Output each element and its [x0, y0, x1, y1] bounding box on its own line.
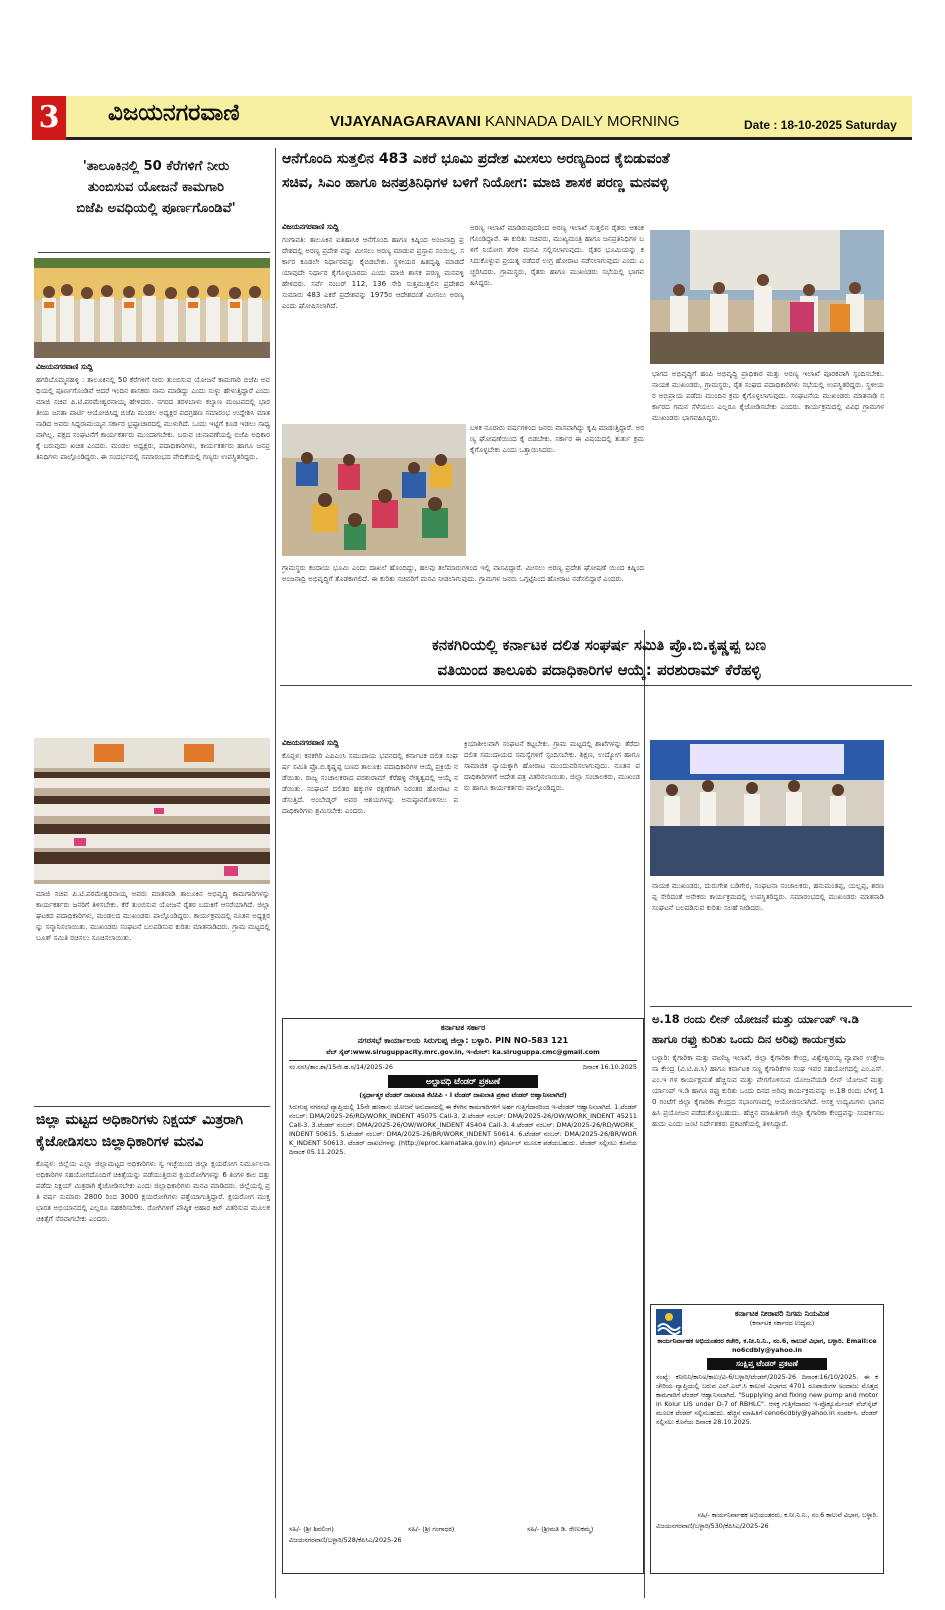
story1-byline: ವಿಜಯನಗರವಾಣಿ ಸುದ್ದಿ: [36, 362, 93, 371]
newspaper-title-kannada: ವಿಜಯನಗರವಾಣಿ: [108, 100, 240, 126]
story2-text-c: ಬಳಿಕ ನೂರಾರು ವರ್ಷಗಳಿಂದ ಜನರು ವಾಸವಾಗಿದ್ದು ಕೃಷಿ ಮಾಡುತ್ತಿದ್ದಾರೆ. ಅರಣ್ಯ ಘೋಷಣೆಯಿಂದ ಕೈ ಬಿಡಬೇಕು. ಸರ್ಕಾರ ಈ ವಿಷಯದಲ್ಲಿ ತುರ್ತು ಕ್ರಮ ಕೈಗೊಳ್ಳಬೇಕು ಎಂದು ಒತ್ತಾಯಿಸಿದರು.: [470, 423, 644, 454]
story1-headline-line1: 'ತಾಲೂಕಿನಲ್ಲಿ 50 ಕೆರೆಗಳಿಗೆ ನೀರು: [82, 159, 230, 174]
story2-photo-villagers: [282, 424, 466, 556]
story5-headline: [652, 1012, 910, 1047]
tagline: KANNADA DAILY MORNING: [485, 113, 680, 130]
tender-notice-knnl: [650, 1304, 884, 1574]
tender1-office: ನಗರಸಭೆ ಕಾರ್ಯಾಲಯ ಸಿರುಗುಪ್ಪ ಜಿಲ್ಲಾ: ಬಳ್ಳಾರಿ. PIN NO-583 121: [357, 1035, 569, 1045]
story2-headline-line2: ಸಚಿವ, ಸಿಎಂ ಹಾಗೂ ಜನಪ್ರತಿನಿಧಿಗಳ ಬಳಿಗೆ ನಿಯೋಗ: ಮಾಜಿ ಶಾಸಕ ಪರಣ್ಣ ಮನವಳ್ಳಿ: [282, 175, 669, 192]
story3-text-a: ಕೊಪ್ಪಳ: ಕನಕಗಿರಿ ಎಪಿಎಂಸಿ ಸಮುದಾಯ ಭವನದಲ್ಲಿ ಕರ್ನಾಟಕ ದಲಿತ ಸಂಘರ್ಷ ಸಮಿತಿ ಪ್ರೊ.ಬಿ.ಕೃಷ್ಣಪ್ಪ ಬಣದ ತಾಲೂಕು ಪದಾಧಿಕಾರಿಗಳ ಆಯ್ಕೆ ಪ್ರಕ್ರಿಯೆ ನಡೆಯಿತು. ರಾಜ್ಯ ಸಂಚಾಲಕರಾದ ಪರಶುರಾಮ್ ಕೆರೆಹಳ್ಳಿ ನೇತೃತ್ವದಲ್ಲಿ ಆಯ್ಕೆ ನಡೆಯಿತು. ಸಂಘಟನೆ ದಲಿತರ ಹಕ್ಕುಗಳ ರಕ್ಷಣೆಗಾಗಿ ನಿರಂತರ ಹೋರಾಟ ನಡೆಸುತ್ತಿದೆ. ಅಂಬೇಡ್ಕರ್ ಅವರ ಆಶಯಗಳನ್ನು ಅನುಷ್ಠಾನಗೊಳಿಸಲು ಪದಾಧಿಕಾರಿಗಳು ಶ್ರಮಿಸಬೇಕು ಎಂದರು.: [282, 751, 458, 815]
story5-headline-line2: ಹಾಗೂ ರಫ್ತು ಕುರಿತು ಒಂದು ದಿನ ಅರಿವು ಕಾರ್ಯಕ್ರಮ: [652, 1031, 846, 1046]
section-rule: [34, 1106, 270, 1107]
tender1-title: ಅಲ್ಪಾವಧಿ ಟೆಂಡರ್ ಪ್ರಕಟಣೆ: [388, 1075, 538, 1088]
story4-headline-line1: ಜಿಲ್ಲಾ ಮಟ್ಟದ ಅಧಿಕಾರಿಗಳು ನಿಕ್ಷಯ್ ಮಿತ್ರರಾಗಿ: [36, 1112, 243, 1128]
story1-text-b: ಮಾಜಿ ಸಚಿವ ಪಿ.ಟಿ.ಪರಮೇಶ್ವರನಾಯ್ಕ ಅವರು ಮಾತನಾಡಿ ತಾಲೂಕಿನ ಅಭಿವೃದ್ಧಿ ಕಾಮಗಾರಿಗಳನ್ನು ಕಾರ್ಯಕರ್ತರು ಜನರಿಗೆ ತಿಳಿಸಬೇಕು. ಕೆರೆ ತುಂಬಿಸುವ ಯೋಜನೆ ರೈತರ ಬದುಕಿಗೆ ಆಸರೆಯಾಗಿದೆ. ಜಿಲ್ಲಾ ಘಟಕದ ಪದಾಧಿಕಾರಿಗಳು, ಮಂಡಲದ ಮುಖಂಡರು ಪಾಲ್ಗೊಂಡಿದ್ದರು. ಕಾರ್ಯಕ್ರಮದಲ್ಲಿ ನೂತನ ಅಧ್ಯಕ್ಷರನ್ನು ಸನ್ಮಾನಿಸಲಾಯಿತು. ಮುಖಂಡರು ಸಂಘಟನೆ ಬಲಪಡಿಸುವ ಕುರಿತು ಮಾತನಾಡಿದರು. ಗ್ರಾಮ ಮಟ್ಟದಲ್ಲಿ ಬೂತ್ ಸಮಿತಿ ರಚಿಸಲು ಸೂಚಿಸಲಾಯಿತು.: [36, 889, 270, 942]
english-name: VIJAYANAGARAVANI: [330, 113, 481, 130]
tender2-header: ಕರ್ನಾಟಕ ನೀರಾವರಿ ನಿಗಮ ನಿಯಮಿತ: [734, 1309, 830, 1318]
tender1-body: ಸಿರುಗುಪ್ಪ ನಗರಸಭೆ ವ್ಯಾಪ್ತಿಯಲ್ಲಿ 15ನೇ ಹಣಕಾಸು ಯೋಜನೆ ಅನುದಾನದಲ್ಲಿ ಈ ಕೆಳಗಿನ ಕಾಮಗಾರಿಗಳಿಗೆ ಅರ್ಹ ಗುತ್ತಿಗೆದಾರರಿಂದ ಇ-ಟೆಂಡರ್ ಆಹ್ವಾನಿಸಲಾಗಿದೆ. 1.ಟೆಂಡರ್ ನಂಬರ್: DMA/2025-26/RD/WORK_INDENT 45075 Call-3. 2.ಟೆಂಡರ್ ನಂಬರ್: DMA/2025-26/OW/WORK_INDENT 45211 Call-3. 3.ಟೆಂಡರ್ ನಂಬರ್: DMA/2025-26/OW/WORK_INDENT 45404 Call-3. 4.ಟೆಂಡರ್ ನಂಬರ್: DMA/2025-26/RD/WORK_INDENT 50615. 5.ಟೆಂಡರ್ ನಂಬರ್: DMA/2025-26/BR/WORK_INDENT 50614. 6.ಟೆಂಡರ್ ನಂಬರ್: DMA/2025-26/BR/WORK_INDENT 50613. ಟೆಂಡರ್ ದಾಖಲೆಗಳನ್ನು (http://eproc.karnataka.gov.in) ಪೋರ್ಟಲ್ ಮೂಲಕ ಪಡೆಯಬಹುದು. ಟೆಂಡರ್ ಸಲ್ಲಿಸಲು ಕೊನೆಯ ದಿನಾಂಕ 05.11.2025.: [289, 1103, 637, 1156]
tender-notice-siruguppa: [282, 1018, 644, 1574]
story3-text-c: ನಾಯಕ ಮುಖಂಡರು, ದುರುಗೇಶ ಬಡಿಗೇರ, ಸಂಘಟನಾ ಸಂಚಾಲಕರು, ಹನುಮಂತಪ್ಪ, ಯಲ್ಲಪ್ಪ, ಶರಣಪ್ಪ ಸೇರಿದಂತೆ ಅನೇಕರು ಕಾರ್ಯಕ್ರಮದಲ್ಲಿ ಉಪಸ್ಥಿತರಿದ್ದರು. ಸಮಾರಂಭದಲ್ಲಿ ಮುಖಂಡರು ಮಾತನಾಡಿ ಸಂಘಟನೆ ಬಲಪಡಿಸುವ ಕುರಿತು ಸಲಹೆ ನೀಡಿದರು.: [652, 881, 884, 912]
column-rule: [644, 630, 645, 1598]
story2-text-e: ಭಾಗದ ಅಭಿವೃದ್ಧಿಗೆ ಹಂಪಿ ಅಭಿವೃದ್ಧಿ ಪ್ರಾಧಿಕಾರ ಮತ್ತು ಅರಣ್ಯ ಇಲಾಖೆ ಪೂರಕವಾಗಿ ಸ್ಪಂದಿಸಬೇಕು. ನಾಯಕ ಮುಖಂಡರು, ಗ್ರಾಮಸ್ಥರು, ರೈತ ಸಂಘದ ಪದಾಧಿಕಾರಿಗಳು ಸಭೆಯಲ್ಲಿ ಉಪಸ್ಥಿತರಿದ್ದರು. ಸ್ಥಳೀಯರ ಅಭಿಪ್ರಾಯ ಪಡೆದು ಮುಂದಿನ ಕ್ರಮ ಕೈಗೊಳ್ಳಲಾಗುವುದು. ಸಂಘಟನೆಯ ಮುಖಂಡರು ಮಾತನಾಡಿ ಸರ್ಕಾರದ ಗಮನ ಸೆಳೆಯಲು ಎಲ್ಲರೂ ಕೈಜೋಡಿಸಬೇಕು ಎಂದರು. ಕಾರ್ಯಕ್ರಮದಲ್ಲಿ ವಿವಿಧ ಗ್ರಾಮಗಳ ಮುಖಂಡರು ಭಾಗವಹಿಸಿದ್ದರು.: [652, 369, 884, 422]
tender1-subtitle: (ಸ್ಪರ್ಧಾತ್ಮಕ ಟೆಂಡರ್ ದಾಖಲಾತಿ ಕೆಟಿಪಿಪಿ - I ಟೆಂಡರ್ ದಾಖಲಾತಿ ಪ್ರಕಾರ ಟೆಂಡರ್ ಆಹ್ವಾನಿಸಲಾಗಿದೆ): [359, 1091, 567, 1099]
story3-headline-line1: ಕನಕಗಿರಿಯಲ್ಲಿ ಕರ್ನಾಟಕ ದಲಿತ ಸಂಘರ್ಷ ಸಮಿತಿ ಪ್ರೊ.ಬಿ.ಕೃಷ್ಣಪ್ಪ ಬಣ: [432, 636, 766, 654]
tender2-sub: (ಕರ್ನಾಟಕ ಸರ್ಕಾರದ ಉದ್ಯಮ): [749, 1319, 815, 1327]
story5-text: ಬಳ್ಳಾರಿ: ಕೈಗಾರಿಕಾ ಮತ್ತು ವಾಣಿಜ್ಯ ಇಲಾಖೆ, ಜಿಲ್ಲಾ ಕೈಗಾರಿಕಾ ಕೇಂದ್ರ, ವಿಶ್ವೇಶ್ವರಯ್ಯ ವ್ಯಾಪಾರ ಉತ್ತೇಜನಾ ಕೇಂದ್ರ (ವಿ.ಟಿ.ಪಿ.ಸಿ) ಹಾಗೂ ಕರ್ನಾಟಕ ಸಣ್ಣ ಕೈಗಾರಿಕೆಗಳ ಸಂಘ ಇವರ ಸಹಯೋಗದಲ್ಲಿ ಎಂ.ಎಸ್.ಎಂ.ಇ ಗಳ ಕಾರ್ಯಕ್ಷಮತೆ ಹೆಚ್ಚಿಸುವ ಮತ್ತು ವೇಗಗೊಳಿಸುವ ಯೋಜನೆಯಡಿ ಲೀನ್ ಯೋಜನೆ ಮತ್ತು ರ್ಯಾಂಪ್ ಇ.ಡಿ ಹಾಗೂ ರಫ್ತು ಕುರಿತು ಒಂದು ದಿನದ ಅರಿವು ಕಾರ್ಯಕ್ರಮವನ್ನು ಅ.18 ರಂದು ಬೆಳಿಗ್ಗೆ 10 ಗಂಟೆಗೆ ಜಿಲ್ಲಾ ಕೈಗಾರಿಕಾ ಕೇಂದ್ರದ ಸಭಾಂಗಣದಲ್ಲಿ ಆಯೋಜಿಸಲಾಗಿದೆ. ಆಸಕ್ತ ಉದ್ಯಮಿಗಳು ಭಾಗವಹಿಸಿ ಪ್ರಯೋಜನ ಪಡೆದುಕೊಳ್ಳಬಹುದು. ಹೆಚ್ಚಿನ ಮಾಹಿತಿಗಾಗಿ ಜಿಲ್ಲಾ ಕೈಗಾರಿಕಾ ಕೇಂದ್ರವನ್ನು ಸಂಪರ್ಕಿಸಬಹುದು ಎಂದು ಜಂಟಿ ನಿರ್ದೇಶಕರು ಪ್ರಕಟಣೆಯಲ್ಲಿ ತಿಳಿಸಿದ್ದಾರೆ.: [652, 1053, 884, 1128]
story4-headline-line2: ಕೈಜೋಡಿಸಲು ಜಿಲ್ಲಾಧಿಕಾರಿಗಳ ಮನವಿ: [36, 1133, 204, 1150]
tender1-sign1: ಸಹಿ/- (ಶ್ರೀ ಶಿವಲಿಂಗ): [289, 1525, 334, 1533]
story1-photo: [34, 258, 270, 358]
story1-text-a: ಹಗರಿಬೊಮ್ಮನಹಳ್ಳಿ : ತಾಲೂಕಿನಲ್ಲಿ 50 ಕೆರೆಗಳಿಗೆ ನೀರು ತುಂಬಿಸುವ ಯೋಜನೆ ಕಾಮಗಾರಿ ಬಿಜೆಪಿ ಅವಧಿಯಲ್ಲಿ ಪೂರ್ಣಗೊಂಡಿವೆ ಆದರೆ ಇಂದಿನ ಶಾಸಕರು ನಾನು ಮಾಡಿದ್ದು ಎಂದು ಸುಳ್ಳು ಹೇಳುತ್ತಿದ್ದಾರೆ ಎಂದು ಮಾಜಿ ಸಚಿವ ಪಿ.ಟಿ.ಪರಮೇಶ್ವರನಾಯ್ಕ ಹೇಳಿದರು. ನಗರದ ತರಳಬಾಳು ಕಲ್ಯಾಣ ಮಂಟಪದಲ್ಲಿ ಭಾರತೀಯ ಜನತಾ ಪಾರ್ಟಿ ಆಯೋಜಿಸಿದ್ದ ಬಿಜೆಪಿ ಮಂಡಲ ಅಧ್ಯಕ್ಷರ ಪದಗ್ರಹಣ ಸಮಾರಂಭ ಉದ್ದೇಶಿಸಿ ಮಾತನಾಡಿದ ಅವರು ಸಿದ್ದರಾಮಯ್ಯನ ಸರ್ಕಾರ ಭ್ರಷ್ಟಾಚಾರದಲ್ಲಿ ಮುಳುಗಿದೆ. ಒಂದು ಇಟ್ಟಿಗೆ ಕೂಡ ಇಡಲು ಸಾಧ್ಯವಾಗಿಲ್ಲ. ಪಕ್ಷದ ಸಂಘಟನೆಗೆ ಕಾರ್ಯಕರ್ತರು ಮುಂದಾಗಬೇಕು. ಬರುವ ಚುನಾವಣೆಯಲ್ಲಿ ಬಿಜೆಪಿ ಅಧಿಕಾರಕ್ಕೆ ಬರುವುದು ಖಚಿತ ಎಂದರು. ಮಂಡಲ ಅಧ್ಯಕ್ಷರು, ಪದಾಧಿಕಾರಿಗಳು, ಕಾರ್ಯಕರ್ತರು ಹಾಗೂ ಜನಪ್ರತಿನಿಧಿಗಳು ಪಾಲ್ಗೊಂಡಿದ್ದರು. ಈ ಸಂದರ್ಭದಲ್ಲಿ ಸಮಾರಂಭದ ವೇದಿಕೆಯಲ್ಲಿ ಗಣ್ಯರು ಉಪಸ್ಥಿತರಿದ್ದರು.: [36, 375, 270, 461]
story1-headline: [42, 158, 270, 217]
tender2-footer: ವಿಜಯನಗರವಾಣಿ/ಬಳ್ಳಾರಿ/530/ಕೆಪಿಸಿಎ/2025-26: [656, 1522, 769, 1530]
tender2-body: ಸಂಖ್ಯೆ: ಕನೀನಿನಿ/ಕಾನಿಅ/ಕಾಲು/ವಿ-6/ಬಳ್ಳಾರಿ/ಟೆಂಡರ್/2025-26 ದಿನಾಂಕ:16/10/2025. ಈ ಕಚೇರಿಯ ವ್ಯಾಪ್ತಿಯಲ್ಲಿ ಬರುವ ಎಲ್.ಎಲ್.ಸಿ ಕಾಲುವೆ ವಿಭಾಗದ 4701 ರೂಪಾಯಿಗಳ ಅಂದಾಜು ಮೊತ್ತದ ಕಾಮಗಾರಿಗೆ ಟೆಂಡರ್ ಆಹ್ವಾನಿಸಲಾಗಿದೆ. "Supplying and fixing new pump and motor in Kolur LIS under D-7 of RBHLC". ಆಸಕ್ತ ಗುತ್ತಿಗೆದಾರರು ಇ-ಪ್ರೊಕ್ಯೂರ್ಮೆಂಟ್ ವೆಬ್‌ಸೈಟ್ ಮೂಲಕ ಟೆಂಡರ್ ಸಲ್ಲಿಸಬಹುದು. ಹೆಚ್ಚಿನ ಮಾಹಿತಿಗೆ ceno6cdbly@yahoo.in ಸಂಪರ್ಕಿಸಿ. ಟೆಂಡರ್ ಸಲ್ಲಿಸಲು ಕೊನೆಯ ದಿನಾಂಕ 28.10.2025.: [656, 1373, 878, 1426]
tender1-ref: ಸಂ.ನಸಸಿ/ತಾಂ.ಶಾ/15ನೇ.ಹ.ಸ/14/2025-26: [289, 1063, 393, 1071]
story2-photo-meeting: [650, 230, 884, 364]
tender1-date: ದಿನಾಂಕ 16.10.2025: [582, 1063, 637, 1071]
column-rule: [275, 148, 276, 1598]
story4-headline: [36, 1112, 272, 1152]
story5-headline-line1: ಅ.18 ರಂದು ಲೀನ್ ಯೋಜನೆ ಮತ್ತು ರ್ಯಾಂಪ್ ಇ.ಡಿ: [652, 1012, 859, 1026]
tender1-website: ವೆಬ್ ಸೈಟ್:www.siruguppacity.mrc.gov.in, ಇ-ಮೇಲ್: ka.siruguppa.cmc@gmail.com: [326, 1048, 600, 1056]
tender2-office: ಕಾರ್ಯನಿರ್ವಾಹಕ ಅಭಿಯಂತರರ ಕಚೇರಿ, ಕ.ನೀ.ನಿ.ನಿ., ನಂ.6, ಕಾಲುವೆ ವಿಭಾಗ, ಬಳ್ಳಾರಿ. Email:ceno6cdbly@yahoo.in: [657, 1337, 877, 1354]
story3-photo: [650, 740, 884, 876]
section-rule: [280, 685, 912, 686]
newspaper-title-english: [330, 113, 680, 130]
story3-headline-line2: ವತಿಯಿಂದ ತಾಲೂಕು ಪದಾಧಿಕಾರಿಗಳ ಆಯ್ಕೆ: ಪರಶುರಾಮ್ ಕೆರೆಹಳ್ಳಿ: [437, 660, 761, 679]
tender1-footer: ವಿಜಯನಗರವಾಣಿ/ಬಳ್ಳಾರಿ/528/ಕೆಪಿಸಿಎ/2025-26: [289, 1536, 402, 1544]
page-number: 3: [32, 96, 66, 140]
knnl-logo-icon: [656, 1309, 682, 1335]
story2-byline: ವಿಜಯನಗರವಾಣಿ ಸುದ್ದಿ: [282, 222, 339, 231]
story1-headline-line2: ತುಂಬಿಸುವ ಯೋಜನೆ ಕಾಮಗಾರಿ: [87, 180, 225, 196]
story4-text: ಕೊಪ್ಪಳ: ಜಿಲ್ಲೆಯ ಎಲ್ಲಾ ಜಿಲ್ಲಾಮಟ್ಟದ ಅಧಿಕಾರಿಗಳು ಸ್ವ ಇಚ್ಛೆಯಿಂದ ಜಿಲ್ಲಾ ಕ್ಷಯರೋಗ ನಿರ್ಮೂಲನಾ ಅಧಿಕಾರಿಗಳ ಸಹಯೋಗದೊಂದಿಗೆ ಚಿಕಿತ್ಸೆಯನ್ನು ಪಡೆಯುತ್ತಿರುವ ಕ್ಷಯರೋಗಿಗಳನ್ನು 6 ತಿಂಗಳ ಕಾಲ ದತ್ತು ಪಡೆದು ನಿಕ್ಷಯ್ ಮಿತ್ರರಾಗಿ ಕೈಜೋಡಿಸಬೇಕು ಎಂದು ಜಿಲ್ಲಾಧಿಕಾರಿಗಳು ಮನವಿ ಮಾಡಿದರು. ಜಿಲ್ಲೆಯಲ್ಲಿ ಪ್ರತಿ ವರ್ಷ ಸುಮಾರು 2800 ರಿಂದ 3000 ಕ್ಷಯರೋಗಿಗಳು ಪತ್ತೆಯಾಗುತ್ತಿದ್ದಾರೆ. ಕ್ಷಯರೋಗ ಮುಕ್ತ ಭಾರತ ಅಭಿಯಾನದಲ್ಲಿ ಎಲ್ಲರೂ ಸಹಕರಿಸಬೇಕು. ರೋಗಿಗಳಿಗೆ ಪೌಷ್ಠಿಕ ಆಹಾರ ಕಿಟ್ ವಿತರಿಸುವ ಮೂಲಕ ಚಿಕಿತ್ಸೆಗೆ ನೆರವಾಗಬೇಕು ಎಂದರು.: [36, 1159, 270, 1223]
story1-photo-crowd: [34, 738, 270, 884]
story2-headline: [282, 150, 910, 192]
tender2-sign: ಸಹಿ/- ಕಾರ್ಯನಿರ್ವಾಹಕ ಅಭಿಯಂತರರು, ಕ.ನೀ.ನಿ.ನಿ., ನಂ.6 ಕಾಲುವೆ ವಿಭಾಗ, ಬಳ್ಳಾರಿ.: [697, 1511, 878, 1519]
tender2-title: ಸಂಕ್ಷಿಪ್ತ ಟೆಂಡರ್ ಪ್ರಕಟಣೆ: [707, 1358, 827, 1370]
story3-text-b: ಕ್ರಿಯಾಶೀಲವಾಗಿ ಸಂಘಟನೆ ಕಟ್ಟಬೇಕು. ಗ್ರಾಮ ಮಟ್ಟದಲ್ಲಿ ಶಾಖೆಗಳನ್ನು ತೆರೆದು ದಲಿತ ಸಮುದಾಯದ ಸಮಸ್ಯೆಗಳಿಗೆ ಸ್ಪಂದಿಸಬೇಕು. ಶಿಕ್ಷಣ, ಉದ್ಯೋಗ ಹಾಗೂ ಸಾಮಾಜಿಕ ನ್ಯಾಯಕ್ಕಾಗಿ ಹೋರಾಟ ಮುಂದುವರಿಸಲಾಗುವುದು. ನೂತನ ಪದಾಧಿಕಾರಿಗಳಿಗೆ ಆದೇಶ ಪತ್ರ ವಿತರಿಸಲಾಯಿತು. ಜಿಲ್ಲಾ ಸಂಚಾಲಕರು, ಮುಖಂಡರು ಹಾಗೂ ಕಾರ್ಯಕರ್ತರು ಪಾಲ್ಗೊಂಡಿದ್ದರು.: [464, 739, 640, 792]
tender1-header: ಕರ್ನಾಟಕ ಸರ್ಕಾರ: [440, 1023, 486, 1032]
headline-underline: [38, 252, 270, 253]
story2-headline-line1: ಆನೆಗೊಂದಿ ಸುತ್ತಲಿನ 483 ಎಕರೆ ಭೂಮಿ ಪ್ರದೇಶ ಮೀಸಲು ಅರಣ್ಯದಿಂದ ಕೈಬಿಡುವಂತೆ: [282, 151, 670, 167]
story3-headline: [286, 636, 912, 680]
tender1-sign2: ಸಹಿ/- (ಶ್ರೀ ಗಂಗಾಧರ): [408, 1525, 455, 1533]
story2-text-b: ಅರಣ್ಯ ಇಲಾಖೆ ಮಾಡಿರುವುದರಿಂದ ಅರಣ್ಯ ಇಲಾಖೆ ಸುತ್ತಲಿನ ರೈತರು ಆತಂಕಗೊಂಡಿದ್ದಾರೆ. ಈ ಕುರಿತು ಸಚಿವರು, ಮುಖ್ಯಮಂತ್ರಿ ಹಾಗೂ ಜನಪ್ರತಿನಿಧಿಗಳ ಬಳಿಗೆ ನಿಯೋಗ ತೆರಳಿ ಮನವಿ ಸಲ್ಲಿಸಲಾಗುವುದು. ರೈತರ ಭೂಮಿಯನ್ನು ಕಸಿದುಕೊಳ್ಳುವ ಪ್ರಯತ್ನ ನಡೆದರೆ ಉಗ್ರ ಹೋರಾಟ ನಡೆಸಲಾಗುವುದು ಎಂದು ಎಚ್ಚರಿಸಿದರು. ಗ್ರಾಮಸ್ಥರು, ರೈತರು ಹಾಗೂ ಮುಖಂಡರು ಸಭೆಯಲ್ಲಿ ಭಾಗವಹಿಸಿದ್ದರು.: [470, 223, 644, 287]
story2-text-d: ಗ್ರಾಮಸ್ಥರು ಕಂದಾಯ ಭೂಮಿ ಎಂದು ದಾಖಲೆ ಹೊಂದಿದ್ದು, ಹಲವು ತಲೆಮಾರುಗಳಿಂದ ಇಲ್ಲಿ ವಾಸವಿದ್ದಾರೆ. ಮೀಸಲು ಅರಣ್ಯ ಪ್ರದೇಶ ಘೋಷಣೆ ಯಿಂದ ಕಿಷ್ಕಿಂದ ಅಂಜನಾದ್ರಿ ಅಭಿವೃದ್ಧಿಗೆ ತೊಡಕಾಗಲಿದೆ. ಈ ಕುರಿತು ಸಚಿವರಿಗೆ ಮನವಿ ನೀಡಲಾಗುವುದು. ಗ್ರಾಮಗಳ ಜನರು ಒಗ್ಗಟ್ಟಿನಿಂದ ಹೋರಾಟ ನಡೆಸಲಿದ್ದಾರೆ ಎಂದರು.: [282, 563, 644, 583]
story1-headline-line3: ಬಿಜೆಪಿ ಅವಧಿಯಲ್ಲಿ ಪೂರ್ಣಗೊಂಡಿವೆ': [76, 201, 236, 217]
tender1-sign3: ಸಹಿ/- (ಶ್ರೀಮತಿ ಡಿ. ರೇಣುಕಮ್ಮ): [527, 1525, 594, 1533]
story3-byline: ವಿಜಯನಗರವಾಣಿ ಸುದ್ದಿ: [282, 738, 339, 747]
issue-date: Date : 18-10-2025 Saturday: [744, 118, 897, 132]
story2-text-a: ಗಂಗಾವತಿ: ತಾಲೂಕಿನ ಐತಿಹಾಸಿಕ ಆನೆಗೊಂದಿ ಹಾಗೂ ಕಿಷ್ಕಿಂದ ಅಂಜನಾದ್ರಿ ಪ್ರದೇಶದಲ್ಲಿ ಅರಣ್ಯ ಪ್ರದೇಶ ವನ್ನು ಮೀಸಲು ಅರಣ್ಯ ಮಾಡುವ ಪ್ರಸ್ತಾಪ ಸಂಯಿಲ್ಲ. ಸರ್ಕಾರ ಕೂಡಲೇ ನಿರ್ಧಾರವನ್ನು ಕೈಬಿಡಬೇಕು. ಸ್ಥಳೀಯರ ಹಿತದೃಷ್ಟಿ ಮಾಡದೆ ಯಾವುದೇ ನಿರ್ಧಾರ ಕೈಗೊಳ್ಳಬಾರದು ಎಂದು ಮಾಜಿ ಶಾಸಕ ಪರಣ್ಣ ಮನವಳ್ಳಿ ಹೇಳಿದರು. ಸರ್ವೆ ನಂಬರ್ 112, 136 ಸೇರಿ ಸುತ್ತಮುತ್ತಲಿನ ಪ್ರದೇಶದ ಸುಮಾರು 483 ಎಕರೆ ಪ್ರದೇಶವನ್ನು 1975ರ ಆದೇಶದಂತೆ ಮೀಸಲು ಅರಣ್ಯ ಎಂದು ಘೋಷಿಸಲಾಗಿದೆ.: [282, 235, 464, 310]
section-rule: [650, 1006, 912, 1007]
